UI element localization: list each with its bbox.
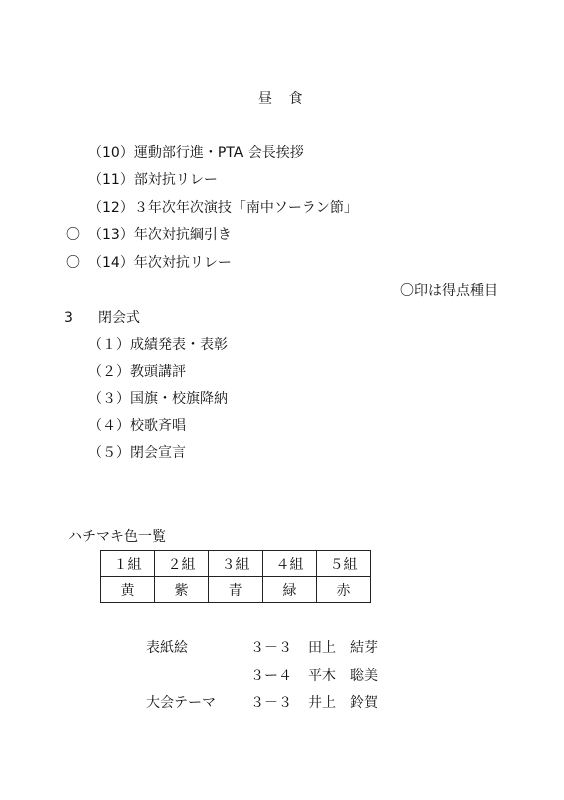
hachimaki-title: ハチマキ色一覧 (68, 529, 166, 545)
closing-item: （２）教頭講評 (88, 364, 186, 380)
credit-row (146, 668, 378, 684)
program-item (66, 227, 232, 243)
section-title: 閉会式 (98, 310, 140, 326)
score-legend: 〇印は得点種目 (400, 283, 498, 299)
score-mark: 〇 (66, 227, 80, 243)
credit-row (146, 695, 378, 711)
credit-label: 表紙絵 (146, 640, 188, 656)
group-cell: ３組 (209, 551, 263, 577)
program-item (70, 172, 218, 188)
program-item-text: （10）運動部行進・PTA 会長挨拶 (88, 145, 304, 161)
color-cell: 緑 (263, 577, 317, 603)
color-cell: 青 (209, 577, 263, 603)
credit-row (146, 640, 378, 656)
credit-name: 平木 聡美 (308, 668, 378, 684)
color-cell: 黄 (101, 577, 155, 603)
credit-label: 大会テーマ (146, 695, 216, 711)
program-item (66, 255, 232, 271)
program-item (70, 200, 358, 216)
table-row (101, 577, 371, 603)
closing-item: （１）成績発表・表彰 (88, 337, 228, 353)
lunch-heading: 昼 食 (258, 91, 309, 107)
closing-item: （４）校歌斉唱 (88, 418, 186, 434)
program-item-text: （11）部対抗リレー (88, 172, 218, 188)
score-mark: 〇 (66, 255, 80, 271)
section-number: 3 (64, 310, 73, 326)
program-item-text: （14）年次対抗リレー (88, 255, 232, 271)
group-cell: ５組 (317, 551, 371, 577)
color-cell: 紫 (155, 577, 209, 603)
program-item-text: （12）３年次年次演技「南中ソーラン節」 (88, 200, 358, 216)
hachimaki-table (100, 550, 371, 603)
group-cell: ２組 (155, 551, 209, 577)
credit-class: ３ー４ (250, 668, 292, 684)
closing-heading (64, 310, 140, 326)
credit-class: ３－３ (250, 640, 292, 656)
credit-name: 井上 鈴賀 (308, 695, 378, 711)
group-cell: １組 (101, 551, 155, 577)
closing-item: （３）国旗・校旗降納 (88, 391, 228, 407)
credit-class: ３－３ (250, 695, 292, 711)
program-item (70, 145, 304, 161)
credit-name: 田上 結芽 (308, 640, 378, 656)
table-row (101, 551, 371, 577)
closing-item: （５）閉会宣言 (88, 445, 186, 461)
color-cell: 赤 (317, 577, 371, 603)
group-cell: ４組 (263, 551, 317, 577)
program-item-text: （13）年次対抗綱引き (88, 227, 232, 243)
